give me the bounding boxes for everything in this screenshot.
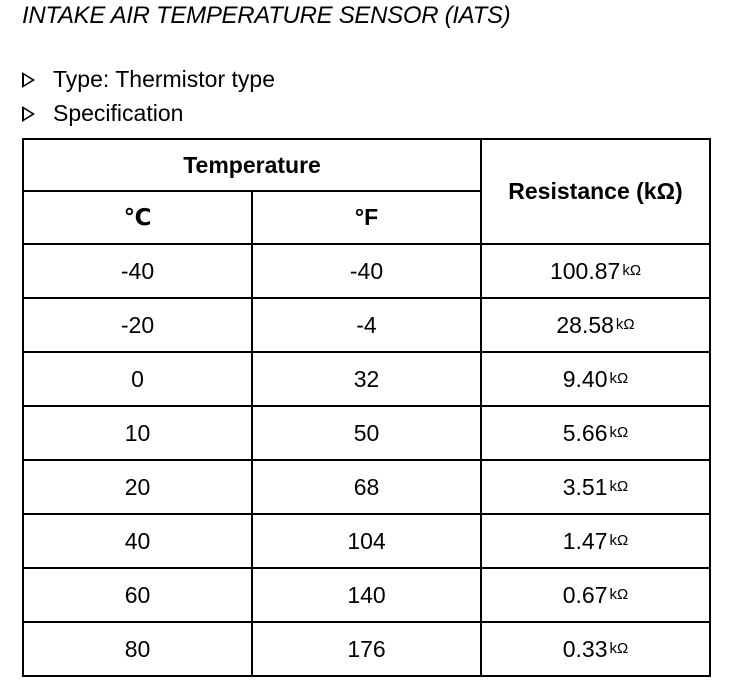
resistance-value: 9.40 — [562, 365, 608, 392]
resistance-cell — [481, 460, 710, 514]
bullet-specification-text: Specification — [53, 100, 184, 126]
resistance-value: 0.67 — [562, 581, 608, 608]
resistance-value: 100.87 — [549, 257, 621, 284]
triangle-bullet-icon — [22, 106, 35, 122]
resistance-unit: kΩ — [609, 531, 629, 549]
resistance-unit: kΩ — [609, 585, 629, 603]
resistance-header — [481, 139, 710, 244]
fahrenheit-cell: 176 — [252, 622, 481, 676]
table-row — [23, 514, 710, 568]
celsius-cell: 40 — [23, 514, 252, 568]
resistance-unit: kΩ — [609, 639, 629, 657]
celsius-cell: -20 — [23, 298, 252, 352]
table-row — [23, 406, 710, 460]
resistance-unit: kΩ — [622, 261, 642, 279]
resistance-unit: kΩ — [609, 477, 629, 495]
bullet-type — [22, 66, 275, 93]
celsius-header: ℃ — [23, 191, 252, 244]
resistance-cell — [481, 622, 710, 676]
resistance-cell — [481, 568, 710, 622]
bullet-type-text: Type: Thermistor type — [53, 66, 275, 92]
fahrenheit-header: °F — [252, 191, 481, 244]
resistance-cell — [481, 406, 710, 460]
celsius-cell: -40 — [23, 244, 252, 298]
specification-table — [22, 138, 711, 677]
resistance-value: 28.58 — [556, 311, 614, 338]
page-title: INTAKE AIR TEMPERATURE SENSOR (IATS) — [22, 2, 511, 29]
celsius-cell: 20 — [23, 460, 252, 514]
resistance-cell — [481, 244, 710, 298]
table-row — [23, 622, 710, 676]
fahrenheit-cell: -40 — [252, 244, 481, 298]
resistance-cell — [481, 514, 710, 568]
resistance-value: 3.51 — [562, 473, 608, 500]
fahrenheit-cell: 68 — [252, 460, 481, 514]
resistance-header-label: Resistance — [508, 178, 630, 204]
fahrenheit-cell: -4 — [252, 298, 481, 352]
fahrenheit-cell: 140 — [252, 568, 481, 622]
resistance-cell — [481, 352, 710, 406]
table-row — [23, 352, 710, 406]
fahrenheit-cell: 50 — [252, 406, 481, 460]
resistance-value: 0.33 — [562, 635, 608, 662]
bullet-specification — [22, 100, 183, 127]
celsius-cell: 0 — [23, 352, 252, 406]
celsius-cell: 10 — [23, 406, 252, 460]
triangle-bullet-icon — [22, 72, 35, 88]
fahrenheit-cell: 32 — [252, 352, 481, 406]
celsius-cell: 80 — [23, 622, 252, 676]
fahrenheit-cell: 104 — [252, 514, 481, 568]
resistance-unit: kΩ — [609, 423, 629, 441]
table-row — [23, 244, 710, 298]
resistance-unit: kΩ — [609, 369, 629, 387]
resistance-cell — [481, 298, 710, 352]
table-row — [23, 568, 710, 622]
resistance-value: 5.66 — [562, 419, 608, 446]
celsius-cell: 60 — [23, 568, 252, 622]
resistance-unit: kΩ — [615, 315, 635, 333]
resistance-value: 1.47 — [562, 527, 608, 554]
resistance-header-unit: (kΩ) — [636, 178, 683, 204]
specification-table-body — [23, 244, 710, 676]
table-row — [23, 298, 710, 352]
temperature-header: Temperature — [23, 139, 481, 191]
table-row — [23, 460, 710, 514]
